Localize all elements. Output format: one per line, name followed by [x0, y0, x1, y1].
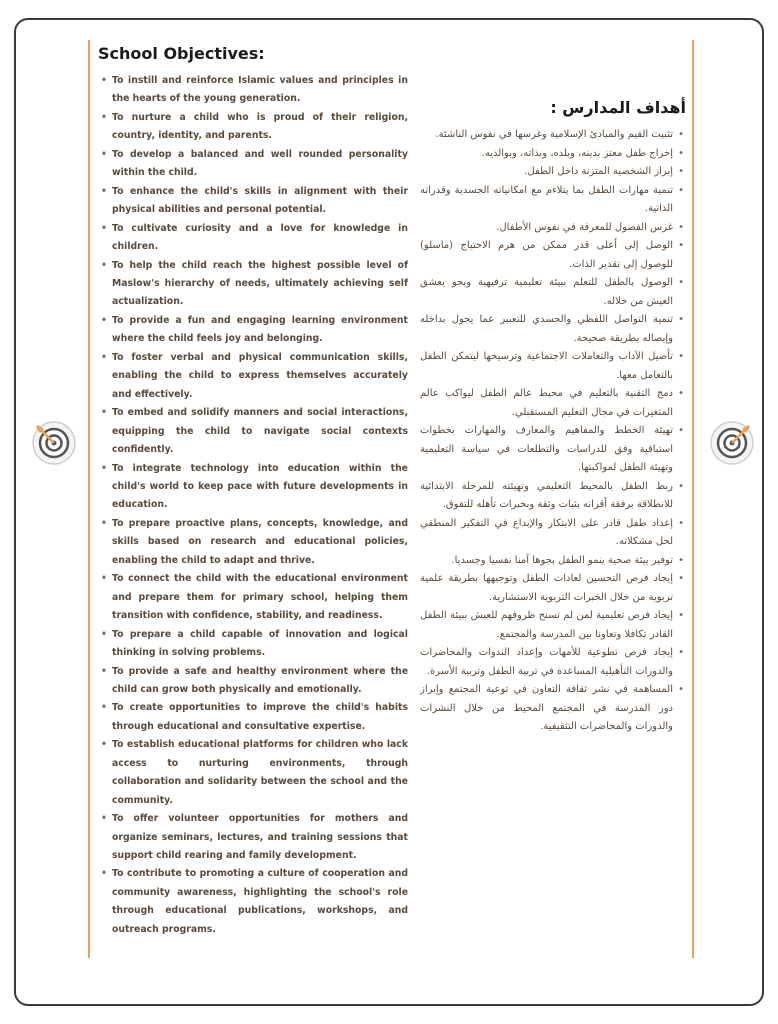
english-objective-item: • To provide a fun and engaging learning environment where the child feels joy and belonging.	[98, 312, 408, 349]
arabic-objective-item: • تثبيت القيم والمبادئ الإسلامية وغرسها في نفوس الناشئة.	[420, 126, 686, 145]
english-objective-item: • To provide a safe and healthy environment where the child can grow both physically and emotionally.	[98, 663, 408, 700]
english-objective-item: • To instill and reinforce Islamic values and principles in the hearts of the young generation.	[98, 72, 408, 109]
arabic-objective-item: • تنمية مهارات الطفل بما يتلاءم مع امكانياته الجسدية وقدراته الذاتية.	[420, 182, 686, 219]
arabic-objective-item: • إيجاد فرص التحسين لعادات الطفل وتوجيهها بطريقة علمية تربوية من خلال الخبرات التربوية الاستشارية.	[420, 570, 686, 607]
arabic-objective-item: • إخراج طفل معتز بدينه، وبلده، وبذاته، وبوالديه.	[420, 145, 686, 164]
arabic-objectives-list	[420, 126, 686, 737]
arabic-objective-item: • الوصول بالطفل للتعلم ببيئة تعليمية ترفيهية وبجو يعشق العيش من خلاله.	[420, 274, 686, 311]
arabic-objective-item: • غرس الفضول للمعرفة في نفوس الأطفال.	[420, 219, 686, 238]
arabic-objective-item: • تأصيل الآداب والتعاملات الاجتماعية وترسيخها ليتمكن الطفل بالتعامل معها.	[420, 348, 686, 385]
english-objectives-list	[98, 72, 408, 939]
arabic-objective-item: • إيجاد فرص تعليمية لمن لم تسنح ظروفهم للعيش ببيئة الطفل القادر تكافلا وتعاونا بين المدرسة والمجتمع.	[420, 607, 686, 644]
arabic-objective-item: • تهيئة الخطط والمفاهيم والمعارف والمهارات بخطوات استباقية وفق للدراسات والتطلعات في سياسة التعليمية وتهيئة الطفل لمواكبتها.	[420, 422, 686, 478]
arabic-objective-item: • المساهمة في نشر ثقافة التعاون في توعية المجتمع وإبراز دور المدرسة في المجتمع المحيط من خلال النشرات والدورات والمحاضرات التثقيفية.	[420, 681, 686, 737]
english-objective-item: • To create opportunities to improve the child's habits through educational and consultative expertise.	[98, 699, 408, 736]
english-objective-item: • To develop a balanced and well rounded personality within the child.	[98, 146, 408, 183]
target-arrow-icon	[709, 420, 755, 466]
left-divider-line	[88, 40, 90, 958]
arabic-objective-item: • إعداد طفل قادر على الابتكار والإبداع في التفكير المنطقي لحل مشكلاته.	[420, 515, 686, 552]
english-objective-item: • To prepare a child capable of innovation and logical thinking in solving problems.	[98, 626, 408, 663]
english-objective-item: • To nurture a child who is proud of their religion, country, identity, and parents.	[98, 109, 408, 146]
english-objective-item: • To embed and solidify manners and social interactions, equipping the child to navigate social contexts confidently.	[98, 404, 408, 459]
arabic-objective-item: • إيجاد فرص تطوعية للأمهات وإعداد الندوات والمحاضرات والدورات التأهيلية المساعدة في تربية الطفل وتربية الأسرة.	[420, 644, 686, 681]
english-objective-item: • To integrate technology into education within the child's world to keep pace with future developments in education.	[98, 460, 408, 515]
arabic-objective-item: • ربط الطفل بالمحيط التعليمي وتهيئته للمرحلة الابتدائية للانطلاقة برفقة أقرانه بثبات وثقة وبخبرات تأهله للتفوق.	[420, 478, 686, 515]
arabic-objective-item: • تنمية التواصل اللفظي والجسدي للتعبير عما يجول بداخله وإيصاله بطريقة صحيحة.	[420, 311, 686, 348]
english-objective-item: • To connect the child with the educational environment and prepare them for primary school, helping them transition with confidence, stability, and readiness.	[98, 570, 408, 625]
english-objective-item: • To offer volunteer opportunities for mothers and organize seminars, lectures, and training sessions that support child rearing and family development.	[98, 810, 408, 865]
english-objective-item: • To prepare proactive plans, concepts, knowledge, and skills based on research and educational policies, enabling the child to adapt and thrive.	[98, 515, 408, 570]
arabic-objective-item: • توفير بيئة صحية ينمو الطفل بجوها آمنا نفسيا وجسديا.	[420, 552, 686, 571]
english-objective-item: • To cultivate curiosity and a love for knowledge in children.	[98, 220, 408, 257]
english-objective-item: • To contribute to promoting a culture of cooperation and community awareness, highlighting the school's role through educational publications, workshops, and outreach programs.	[98, 865, 408, 939]
arabic-objective-item: • الوصل إلى أعلى قدر ممكن من هرم الاحتياج (ماسلو) للوصول إلى تقدير الذات.	[420, 237, 686, 274]
target-arrow-icon	[31, 420, 77, 466]
english-objective-item: • To foster verbal and physical communication skills, enabling the child to express themselves accurately and effectively.	[98, 349, 408, 404]
arabic-objectives-column	[420, 98, 686, 737]
arabic-objective-item: • دمج التقنية بالتعليم في محيط عالم الطفل ليواكب عالم المتغيرات في مجال التعليم المستقبلي.	[420, 385, 686, 422]
arabic-objective-item: • إبراز الشخصية المتزنة داخل الطفل.	[420, 163, 686, 182]
english-title: School Objectives:	[98, 44, 265, 63]
right-divider-line	[692, 40, 694, 958]
english-objective-item: • To enhance the child's skills in alignment with their physical abilities and personal potential.	[98, 183, 408, 220]
english-objective-item: • To establish educational platforms for children who lack access to nurturing environments, through collaboration and solidarity between the school and the community.	[98, 736, 408, 810]
arabic-title: أهداف المدارس :	[550, 98, 686, 117]
english-objectives-column	[98, 44, 408, 939]
english-objective-item: • To help the child reach the highest possible level of Maslow's hierarchy of needs, ultimately achieving self actualization.	[98, 257, 408, 312]
